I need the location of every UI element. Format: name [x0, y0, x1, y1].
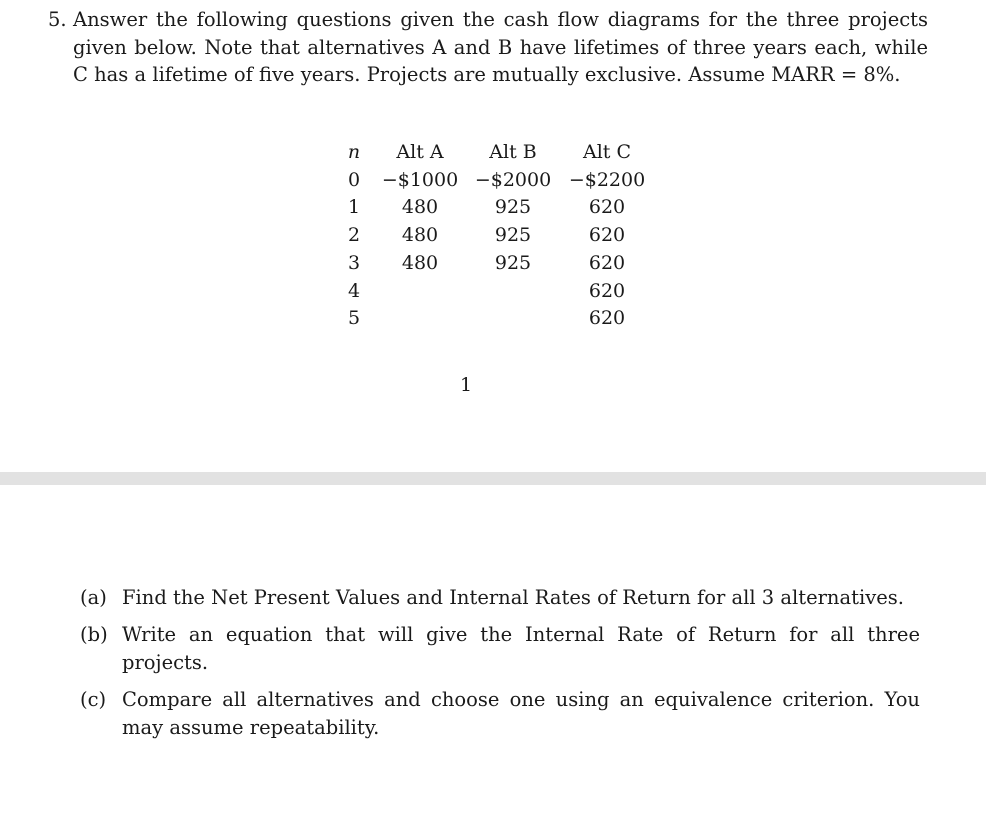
cell-alt-b: −$2000 — [474, 168, 552, 191]
cash-flow-table — [334, 139, 654, 333]
cell-alt-a — [374, 278, 466, 306]
problem-statement — [48, 6, 928, 89]
table-row — [334, 167, 654, 195]
cell-alt-c: 620 — [588, 279, 626, 302]
cell-alt-a — [374, 305, 466, 333]
cell-alt-a: −$1000 — [381, 168, 459, 191]
question-part-a — [80, 584, 920, 612]
cell-alt-c: 620 — [588, 224, 626, 247]
cell-alt-c: 620 — [588, 251, 626, 274]
cell-alt-c: 620 — [588, 196, 626, 219]
cell-alt-c: 620 — [588, 307, 626, 330]
part-text: Compare all alternatives and choose one using an equivalence criterion. You may assume repeatability. — [122, 688, 920, 739]
table-row — [334, 194, 654, 222]
question-part-c — [80, 686, 920, 742]
table-header-row — [334, 139, 654, 167]
page-divider — [0, 472, 986, 485]
table-row — [334, 250, 654, 278]
cell-n: 3 — [347, 251, 361, 274]
problem-number: 5. — [48, 8, 67, 31]
cell-alt-b — [466, 278, 560, 306]
header-alt-c — [560, 139, 654, 167]
question-part-b — [80, 621, 920, 677]
problem-text: Answer the following questions given the cash flow diagrams for the three projects given below. Note that alternatives A and B have lifetimes of three years each, while C has a lifetime of five years. Projects are mutually exclusive. Assume MARR = 8%. — [73, 8, 928, 86]
cell-alt-b: 925 — [494, 251, 532, 274]
part-text: Write an equation that will give the Internal Rate of Return for all three projects. — [122, 623, 920, 674]
header-alt-b-label: Alt B — [489, 141, 537, 163]
header-n-label: n — [347, 141, 361, 163]
cell-alt-b: 925 — [494, 196, 532, 219]
cell-alt-c: −$2200 — [568, 168, 646, 191]
cell-n: 2 — [347, 224, 361, 247]
cell-n: 5 — [347, 307, 361, 330]
part-label: (c) — [80, 688, 107, 711]
cell-n: 0 — [347, 168, 361, 191]
part-label: (b) — [80, 623, 108, 646]
cell-alt-b — [466, 305, 560, 333]
cell-n: 1 — [347, 196, 361, 219]
header-n — [334, 139, 374, 167]
table-row — [334, 222, 654, 250]
page-number: 1 — [460, 374, 473, 396]
cell-alt-a: 480 — [401, 251, 439, 274]
table-row — [334, 278, 654, 306]
part-label: (a) — [80, 586, 107, 609]
table-row — [334, 305, 654, 333]
cell-n: 4 — [347, 279, 361, 302]
cell-alt-a: 480 — [401, 196, 439, 219]
cell-alt-b: 925 — [494, 224, 532, 247]
cell-alt-a: 480 — [401, 224, 439, 247]
question-parts — [80, 584, 920, 751]
header-alt-b — [466, 139, 560, 167]
header-alt-a-label: Alt A — [396, 141, 444, 163]
header-alt-a — [374, 139, 466, 167]
header-alt-c-label: Alt C — [582, 141, 631, 163]
part-text: Find the Net Present Values and Internal Rates of Return for all 3 alternatives. — [122, 586, 904, 609]
